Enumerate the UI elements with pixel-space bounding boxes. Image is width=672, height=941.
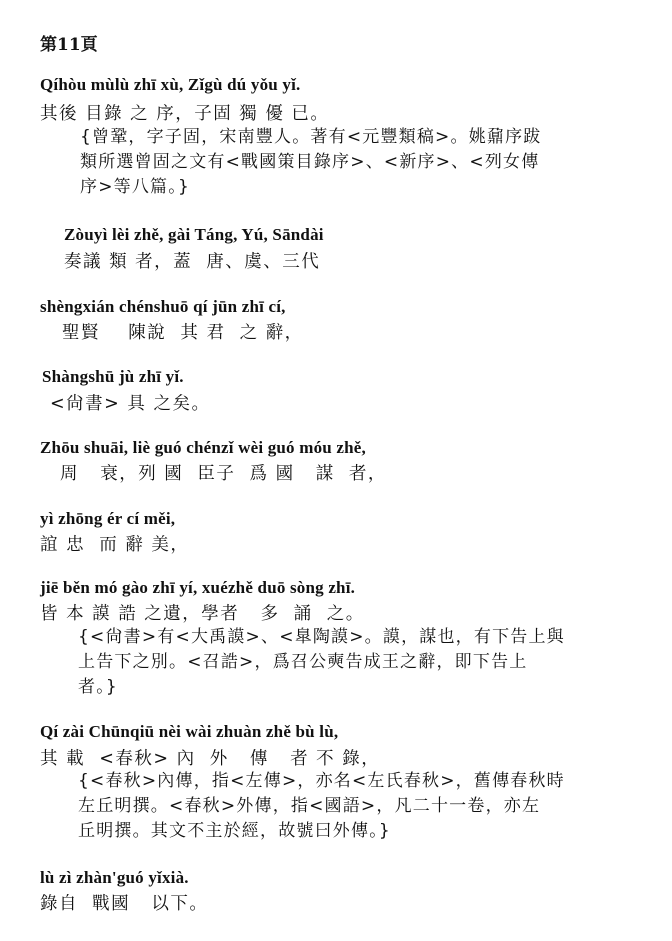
chinese-line: 聖賢 陳說 其 君 之 辭， — [62, 323, 304, 343]
chinese-line: 誼 忠 而 辭 美， — [40, 535, 190, 555]
chinese-line: 周 衰，列 國 臣子 爲 國 謀 者， — [60, 464, 387, 484]
chinese-line: <尙書> 具 之矣。 — [50, 394, 211, 414]
annotation-note: {<春秋>內傳，指<左傳>，亦名<左氏春秋>，舊傳春秋時 左丘明撰。<春秋>外傳，指<國語>，凡二十一卷，亦左 丘明撰。其文不主於經，故號曰外傳。} — [78, 771, 565, 841]
annotation-note: {<尙書>有<大禹謨>、<臯陶謨>。謨，謀也，有下告上與 上告下之別。<召誥>，爲召公奭告成王之辭，即下告上 者。} — [78, 627, 565, 697]
pinyin-line: jiē běn mó gào zhī yí, xuézhě duō sòng zhī. — [40, 578, 356, 597]
pinyin-line: Shàngshū jù zhī yǐ. — [42, 367, 184, 386]
pinyin-line: shèngxián chénshuō qí jūn zhī cí, — [40, 297, 286, 316]
chinese-line: 其 載 <春秋> 內 外 傳 者 不 錄， — [40, 749, 381, 769]
pinyin-line: yì zhōng ér cí měi, — [40, 509, 176, 528]
annotation-note: {曾鞏，字子固，宋南豐人。著有<元豐類稿>。姚鼐序跋 類所選曾固之文有<戰國策目錄序>、<新序>、<列女傳 序>等八篇。} — [80, 127, 542, 197]
page-header: 第11頁 — [40, 35, 98, 55]
pinyin-line: lù zì zhàn'guó yǐxià. — [40, 868, 189, 887]
chinese-line: 其後 目錄 之 序，子固 獨 優 已。 — [40, 104, 330, 124]
pinyin-line: Zòuyì lèi zhě, gài Táng, Yú, Sāndài — [64, 225, 324, 244]
pinyin-line: Qí zài Chūnqiū nèi wài zhuàn zhě bù lù, — [40, 722, 339, 741]
chinese-line: 皆 本 謨 誥 之遺，學者 多 誦 之。 — [40, 604, 365, 624]
pinyin-line: Zhōu shuāi, liè guó chénzǐ wèi guó móu zhě, — [40, 438, 366, 457]
chinese-line: 奏議 類 者，蓋 唐、虞、三代 — [64, 252, 321, 272]
pinyin-line: Qíhòu mùlù zhī xù, Zǐgù dú yǒu yǐ. — [40, 75, 301, 94]
chinese-line: 錄自 戰國 以下。 — [40, 894, 209, 914]
